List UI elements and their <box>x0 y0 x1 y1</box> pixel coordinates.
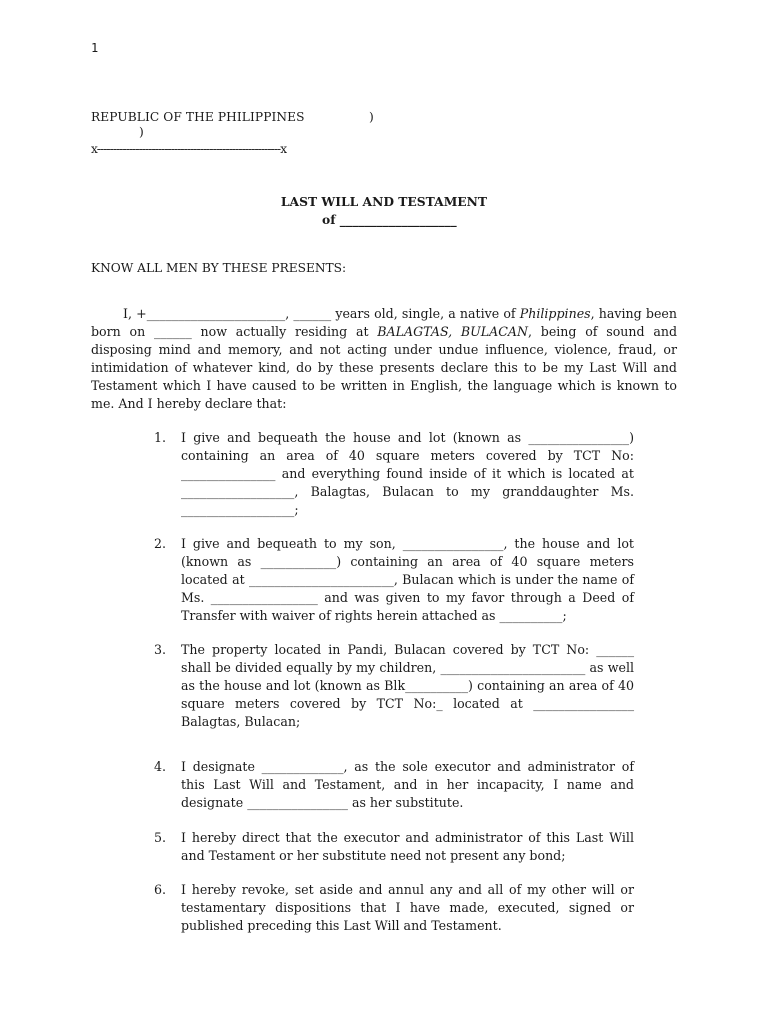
clause-number: 5. <box>154 830 167 845</box>
list-item <box>154 429 634 519</box>
preamble-heading: KNOW ALL MEN BY THESE PRESENTS: <box>91 261 347 275</box>
clause-number: 4. <box>154 759 167 774</box>
clause-text: I give and bequeath the house and lot (known as ________________) containing an area of 40 square meters covered by TCT No: _______________ and everything found inside of it which is located at __________________, Balagtas, Bulacan to my granddaughter Ms. __________________; <box>181 430 634 517</box>
clause-number: 3. <box>154 642 167 657</box>
intro-text: , being of sound and disposing mind and memory, and not acting under undue influence, violence, fraud, or intimidation of whatever kind, do by these presents declare this to be my Last Will and Testament which I have caused to be written in English, the language which is known to me. And I hereby declare that: <box>91 324 678 411</box>
intro-paragraph <box>91 305 677 413</box>
clause-number: 2. <box>154 536 167 551</box>
list-item <box>154 881 634 935</box>
intro-text: , having been born on ______ now actually residing at <box>91 306 677 339</box>
republic-heading: REPUBLIC OF THE PHILIPPINES <box>91 110 305 124</box>
clause-number: 6. <box>154 882 167 897</box>
caption-separator: x---------------------------------------------------------x <box>91 142 287 156</box>
document-title: LAST WILL AND TESTAMENT <box>280 194 488 209</box>
intro-text: I, +______________________, ______ years old, single, a native of <box>123 306 520 321</box>
clause-text: I hereby direct that the executor and administrator of this Last Will and Testament or her substitute need not present any bond; <box>181 830 634 863</box>
clause-text: I hereby revoke, set aside and annul any and all of my other will or testamentary dispositions that I have made, executed, signed or published preceding this Last Will and Testament. <box>181 882 634 933</box>
clause-text: I give and bequeath to my son, ________________, the house and lot (known as ____________) containing an area of 40 square meters located at _______________________, Bulacan which is under the name of Ms. _________________ and was given to my favor through a Deed of Transfer with waiver of rights herein attached as __________; <box>181 536 634 623</box>
clause-text: The property located in Pandi, Bulacan covered by TCT No: ______ shall be divided equally by my children, _______________________ as well as the house and lot (known as Blk__________) containing an area of 40 square meters covered by TCT No:_ located at ________________ Balagtas, Bulacan; <box>181 642 634 729</box>
intro-italic-country: Philippines <box>519 306 591 321</box>
caption-parenthesis: ) <box>139 125 144 139</box>
list-item <box>154 758 634 812</box>
list-item <box>154 535 634 625</box>
list-item <box>154 641 634 731</box>
list-item <box>154 829 634 865</box>
caption-parenthesis: ) <box>369 110 374 124</box>
clause-number: 1. <box>154 430 167 445</box>
document-subtitle: of ___________________ <box>322 212 457 227</box>
page-number: 1 <box>91 41 99 55</box>
intro-italic-address: BALAGTAS, BULACAN <box>377 324 528 339</box>
clause-text: I designate _____________, as the sole executor and administrator of this Last Will and Testament, and in her incapacity, I name and designate ________________ as her substitute. <box>181 759 634 810</box>
